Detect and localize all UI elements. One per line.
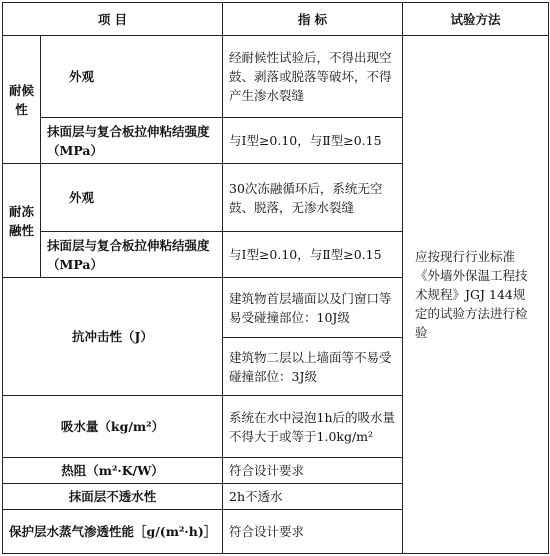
freeze-appearance-indicator: 30次冻融循环后，系统无空鼓、脱落，无渗水裂缝 xyxy=(223,164,403,232)
header-item: 项 目 xyxy=(3,3,223,36)
thermal-label: 热阻（m²·K/W） xyxy=(3,458,223,484)
test-method-cell: 应按现行行业标准《外墙外保温工程技术规程》JGJ 144规定的试验方法进行检验 xyxy=(403,36,549,554)
impermeability-indicator: 2h不透水 xyxy=(223,484,403,510)
weather-bond-label: 抹面层与复合板拉伸粘结强度（MPa） xyxy=(41,118,223,164)
impact-indicator-1: 建筑物首层墙面以及门窗口等易受碰撞部位：10J级 xyxy=(223,278,403,338)
freeze-bond-label: 抹面层与复合板拉伸粘结强度（MPa） xyxy=(41,232,223,278)
impact-indicator-2: 建筑物二层以上墙面等不易受碰撞部位：3J级 xyxy=(223,338,403,396)
weather-appearance-indicator: 经耐候性试验后，不得出现空鼓、剥落或脱落等破坏，不得产生渗水裂缝 xyxy=(223,36,403,118)
freeze-category: 耐冻融性 xyxy=(3,164,41,278)
absorption-indicator: 系统在水中浸泡1h后的吸水量不得大于或等于1.0kg/m² xyxy=(223,396,403,458)
freeze-appearance-label: 外观 xyxy=(41,164,223,232)
performance-table xyxy=(2,2,549,554)
vapor-indicator: 符合设计要求 xyxy=(223,510,403,554)
header-indicator: 指 标 xyxy=(223,3,403,36)
header-row xyxy=(3,3,549,36)
weather-category: 耐候性 xyxy=(3,36,41,164)
impermeability-label: 抹面层不透水性 xyxy=(3,484,223,510)
header-method: 试验方法 xyxy=(403,3,549,36)
freeze-bond-indicator: 与Ⅰ型≥0.10，与Ⅱ型≥0.15 xyxy=(223,232,403,278)
vapor-label: 保护层水蒸气渗透性能［g/(m²·h)］ xyxy=(3,510,223,554)
weather-appearance-label: 外观 xyxy=(41,36,223,118)
table-row xyxy=(3,36,549,118)
weather-bond-indicator: 与Ⅰ型≥0.10，与Ⅱ型≥0.15 xyxy=(223,118,403,164)
thermal-indicator: 符合设计要求 xyxy=(223,458,403,484)
impact-label: 抗冲击性（J） xyxy=(3,278,223,396)
absorption-label: 吸水量（kg/m²） xyxy=(3,396,223,458)
